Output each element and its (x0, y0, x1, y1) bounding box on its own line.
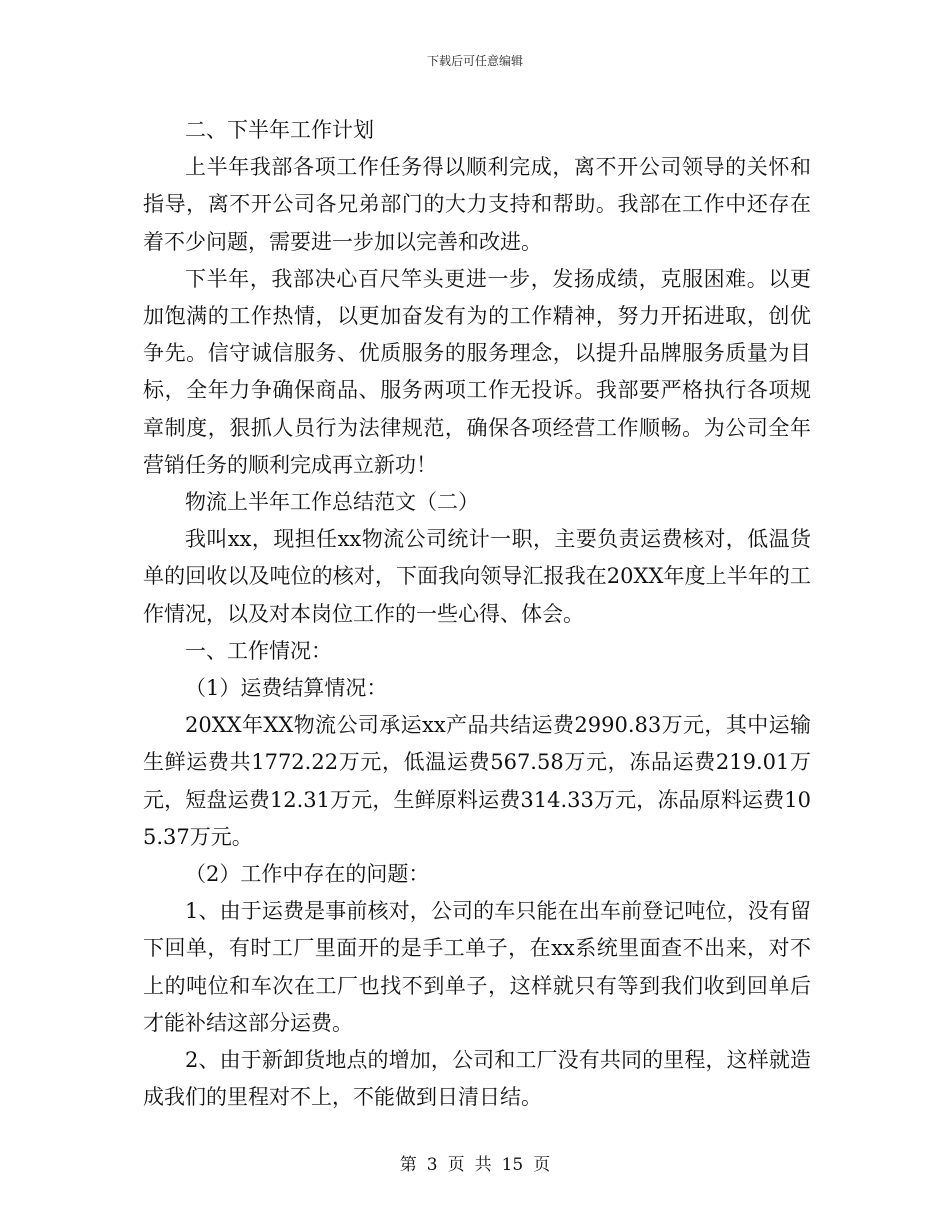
paragraph-second-half-goals: 下半年，我部决心百尺竿头更进一步，发扬成绩，克服困难。以更加饱满的工作热情，以更加奋发有为的工作精神，努力开拓进取，创优争先。信守诚信服务、优质服务的服务理念，以提升品牌服务质量为目标，全年力争确保商品、服务两项工作无投诉。我部要严格执行各项规章制度，狠抓人员行为法律规范，确保各项经营工作顺畅。为公司全年营销任务的顺利完成再立新功！ (143, 266, 811, 477)
paragraph-freight-figures: 20XX年XX物流公司承运xx产品共结运费2990.83万元，其中运输生鲜运费共1772.22万元，低温运费567.58万元，冻品运费219.01万元，短盘运费12.31万元，生鲜原料运费314.33万元，冻品原料运费105.37万元。 (143, 713, 811, 849)
footer-label-ye: 页 (447, 1155, 465, 1175)
paragraph-problem-1: 1、由于运费是事前核对，公司的车只能在出车前登记吨位，没有留下回单，有时工厂里面开的是手工单子，在xx系统里面查不出来，对不上的吨位和车次在工厂也找不到单子，这样就只有等到我们收到回单后才能补结这部分运费。 (143, 899, 811, 1035)
section-heading-plan: 二、下半年工作计划 (185, 118, 374, 142)
article-title-2: 物流上半年工作总结范文（二） (185, 490, 479, 515)
paragraph-first-half-summary: 上半年我部各项工作任务得以顺利完成，离不开公司领导的关怀和指导，离不开公司各兄弟部门的大力支持和帮助。我部在工作中还存在着不少问题，需要进一步加以完善和改进。 (143, 155, 811, 254)
paragraph-problem-2: 2、由于新卸货地点的增加，公司和工厂没有共同的里程，这样就造成我们的里程对不上，不能做到日清日结。 (143, 1048, 811, 1110)
footer-page-number: 3 (426, 1155, 438, 1175)
document-body (143, 112, 811, 1116)
footer-total-pages: 15 (501, 1155, 524, 1175)
page-footer (0, 1154, 950, 1176)
page-header: 下载后可任意编辑 (426, 54, 523, 68)
footer-label-gong: 共 (474, 1155, 492, 1175)
footer-label-di: 第 (399, 1155, 417, 1175)
subheading-freight-settlement: （1）运费结算情况： (185, 676, 388, 701)
paragraph-introduction: 我叫xx，现担任xx物流公司统计一职，主要负责运费核对，低温货单的回收以及吨位的核对，下面我向领导汇报我在20XX年度上半年的工作情况，以及对本岗位工作的一些心得、体会。 (143, 527, 811, 626)
subheading-problems: （2）工作中存在的问题： (185, 862, 430, 887)
footer-label-ye-end: 页 (533, 1155, 551, 1175)
section-heading-work-status: 一、工作情况： (185, 638, 332, 663)
